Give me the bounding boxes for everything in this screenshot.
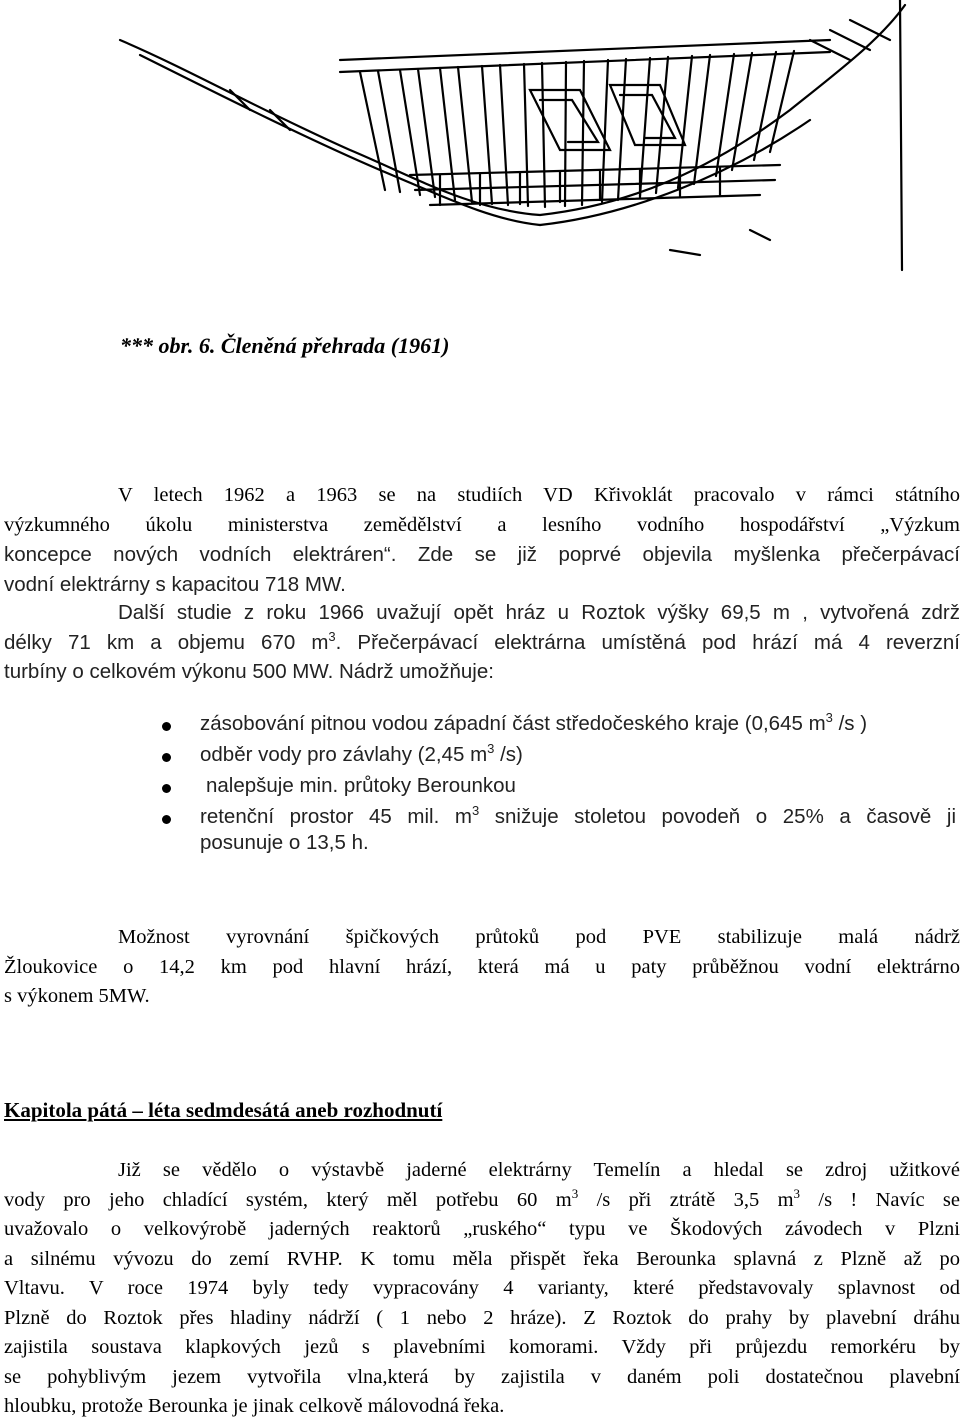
list-item-text bbox=[200, 805, 956, 855]
paragraph-line bbox=[4, 628, 960, 658]
superscript: 3 bbox=[793, 1185, 801, 1201]
list-item bbox=[160, 712, 960, 743]
list-item-text bbox=[200, 712, 867, 736]
paragraph-line: zajistila soustava klapkových jezů s plavebními komorami. Vždy při průjezdu remorkéru by bbox=[4, 1336, 960, 1358]
text-run: snižuje stoletou povodeň o 25% a časově ji bbox=[479, 805, 957, 828]
paragraph-4 bbox=[4, 1156, 960, 1422]
text-run: retenční prostor 45 mil. m bbox=[200, 805, 472, 828]
superscript: 3 bbox=[571, 1185, 579, 1201]
paragraph-line: Další studie z roku 1966 uvažují opět hráz u Roztok výšky 69,5 m , vytvořená zdrž bbox=[118, 601, 960, 624]
paragraph-1 bbox=[4, 481, 960, 599]
list-item-text: nalepšuje min. průtoky Berounkou bbox=[206, 774, 516, 797]
paragraph-line: Plzně do Roztok přes hladiny nádrží ( 1 nebo 2 hráze). Z Roztok do prahy by plavební dráhu bbox=[4, 1306, 960, 1329]
paragraph-line: s výkonem 5MW. bbox=[4, 985, 150, 1007]
text-run: zásobování pitnou vodou západní část středočeského kraje (0,645 m bbox=[200, 712, 826, 735]
text-run: . Přečerpávací elektrárna umístěná pod hrází má 4 reverzní bbox=[335, 630, 960, 654]
list-item-text bbox=[200, 743, 523, 767]
text-run: /s při ztrátě 3,5 m bbox=[578, 1188, 794, 1211]
superscript: 3 bbox=[487, 741, 495, 757]
text-run: délky 71 km a objemu 670 m bbox=[4, 630, 329, 654]
superscript: 3 bbox=[328, 628, 336, 644]
paragraph-line: hloubku, protože Berounka je jinak celkově málovodná řeka. bbox=[4, 1395, 505, 1417]
paragraph-line: posunuje o 13,5 h. bbox=[200, 831, 369, 854]
figure-caption: *** obr. 6. Členěná přehrada (1961) bbox=[120, 333, 450, 358]
paragraph-line: koncepce nových vodních elektráren“. Zde se již poprvé objevila myšlenka přečerpávací bbox=[4, 543, 960, 566]
paragraph-line: Žloukovice o 14,2 km pod hlavní hrází, která má u paty průběžnou vodní elektrárno bbox=[4, 955, 960, 978]
paragraph-line bbox=[4, 1186, 960, 1216]
chapter-heading: Kapitola pátá – léta sedmdesátá aneb rozhodnutí bbox=[4, 1098, 443, 1122]
paragraph-line: V letech 1962 a 1963 se na studiích VD Křivoklát pracovalo v rámci státního bbox=[118, 484, 960, 506]
text-run: odběr vody pro závlahy (2,45 m bbox=[200, 743, 488, 766]
text-run: /s ! Navíc se bbox=[800, 1188, 960, 1211]
paragraph-2 bbox=[4, 598, 960, 687]
paragraph-3 bbox=[4, 923, 960, 1012]
text-run: vody pro jeho chladící systém, který měl potřebu 60 m bbox=[4, 1188, 572, 1211]
bullet-list bbox=[160, 712, 960, 855]
text-run: turbíny o celkovém výkonu 500 MW. bbox=[4, 660, 334, 683]
superscript: 3 bbox=[825, 710, 833, 726]
paragraph-line: se pohyblivým jezem vytvořila vlna,která by zajistila v daném poli dostatečnou plavební bbox=[4, 1365, 960, 1388]
superscript: 3 bbox=[471, 803, 480, 819]
paragraph-line: Možnost vyrovnání špičkových průtoků pod PVE stabilizuje malá nádrž bbox=[118, 926, 960, 948]
paragraph-line: Již se vědělo o výstavbě jaderné elektrárny Temelín a hledal se zdroj užitkové bbox=[118, 1159, 960, 1181]
list-item bbox=[160, 774, 960, 805]
text-run: Nádrž umožňuje: bbox=[333, 660, 494, 683]
text-run: /s) bbox=[494, 743, 523, 766]
paragraph-line: Vltavu. V roce 1974 byly tedy vypracovány 4 varianty, které představovaly splavnost od bbox=[4, 1277, 960, 1299]
list-item bbox=[160, 805, 960, 855]
paragraph-line bbox=[200, 805, 956, 829]
list-item bbox=[160, 743, 960, 774]
paragraph-line bbox=[4, 657, 960, 687]
paragraph-line: a silnému vývozu do zemí RVHP. K tomu měla přispět řeka Berounka splavná z Plzně až po bbox=[4, 1247, 960, 1270]
paragraph-line: vodní elektrárny s kapacitou 718 MW. bbox=[4, 572, 346, 596]
dam-sketch-figure bbox=[110, 0, 910, 280]
paragraph-line: uvažovalo o velkovýrobě jaderných reaktorů „ruského“ typu ve Škodových závodech v Plzni bbox=[4, 1218, 960, 1240]
text-run: /s ) bbox=[832, 712, 868, 735]
paragraph-line: výzkumného úkolu ministerstva zemědělství a lesního vodního hospodářství „Výzkum bbox=[4, 513, 960, 536]
